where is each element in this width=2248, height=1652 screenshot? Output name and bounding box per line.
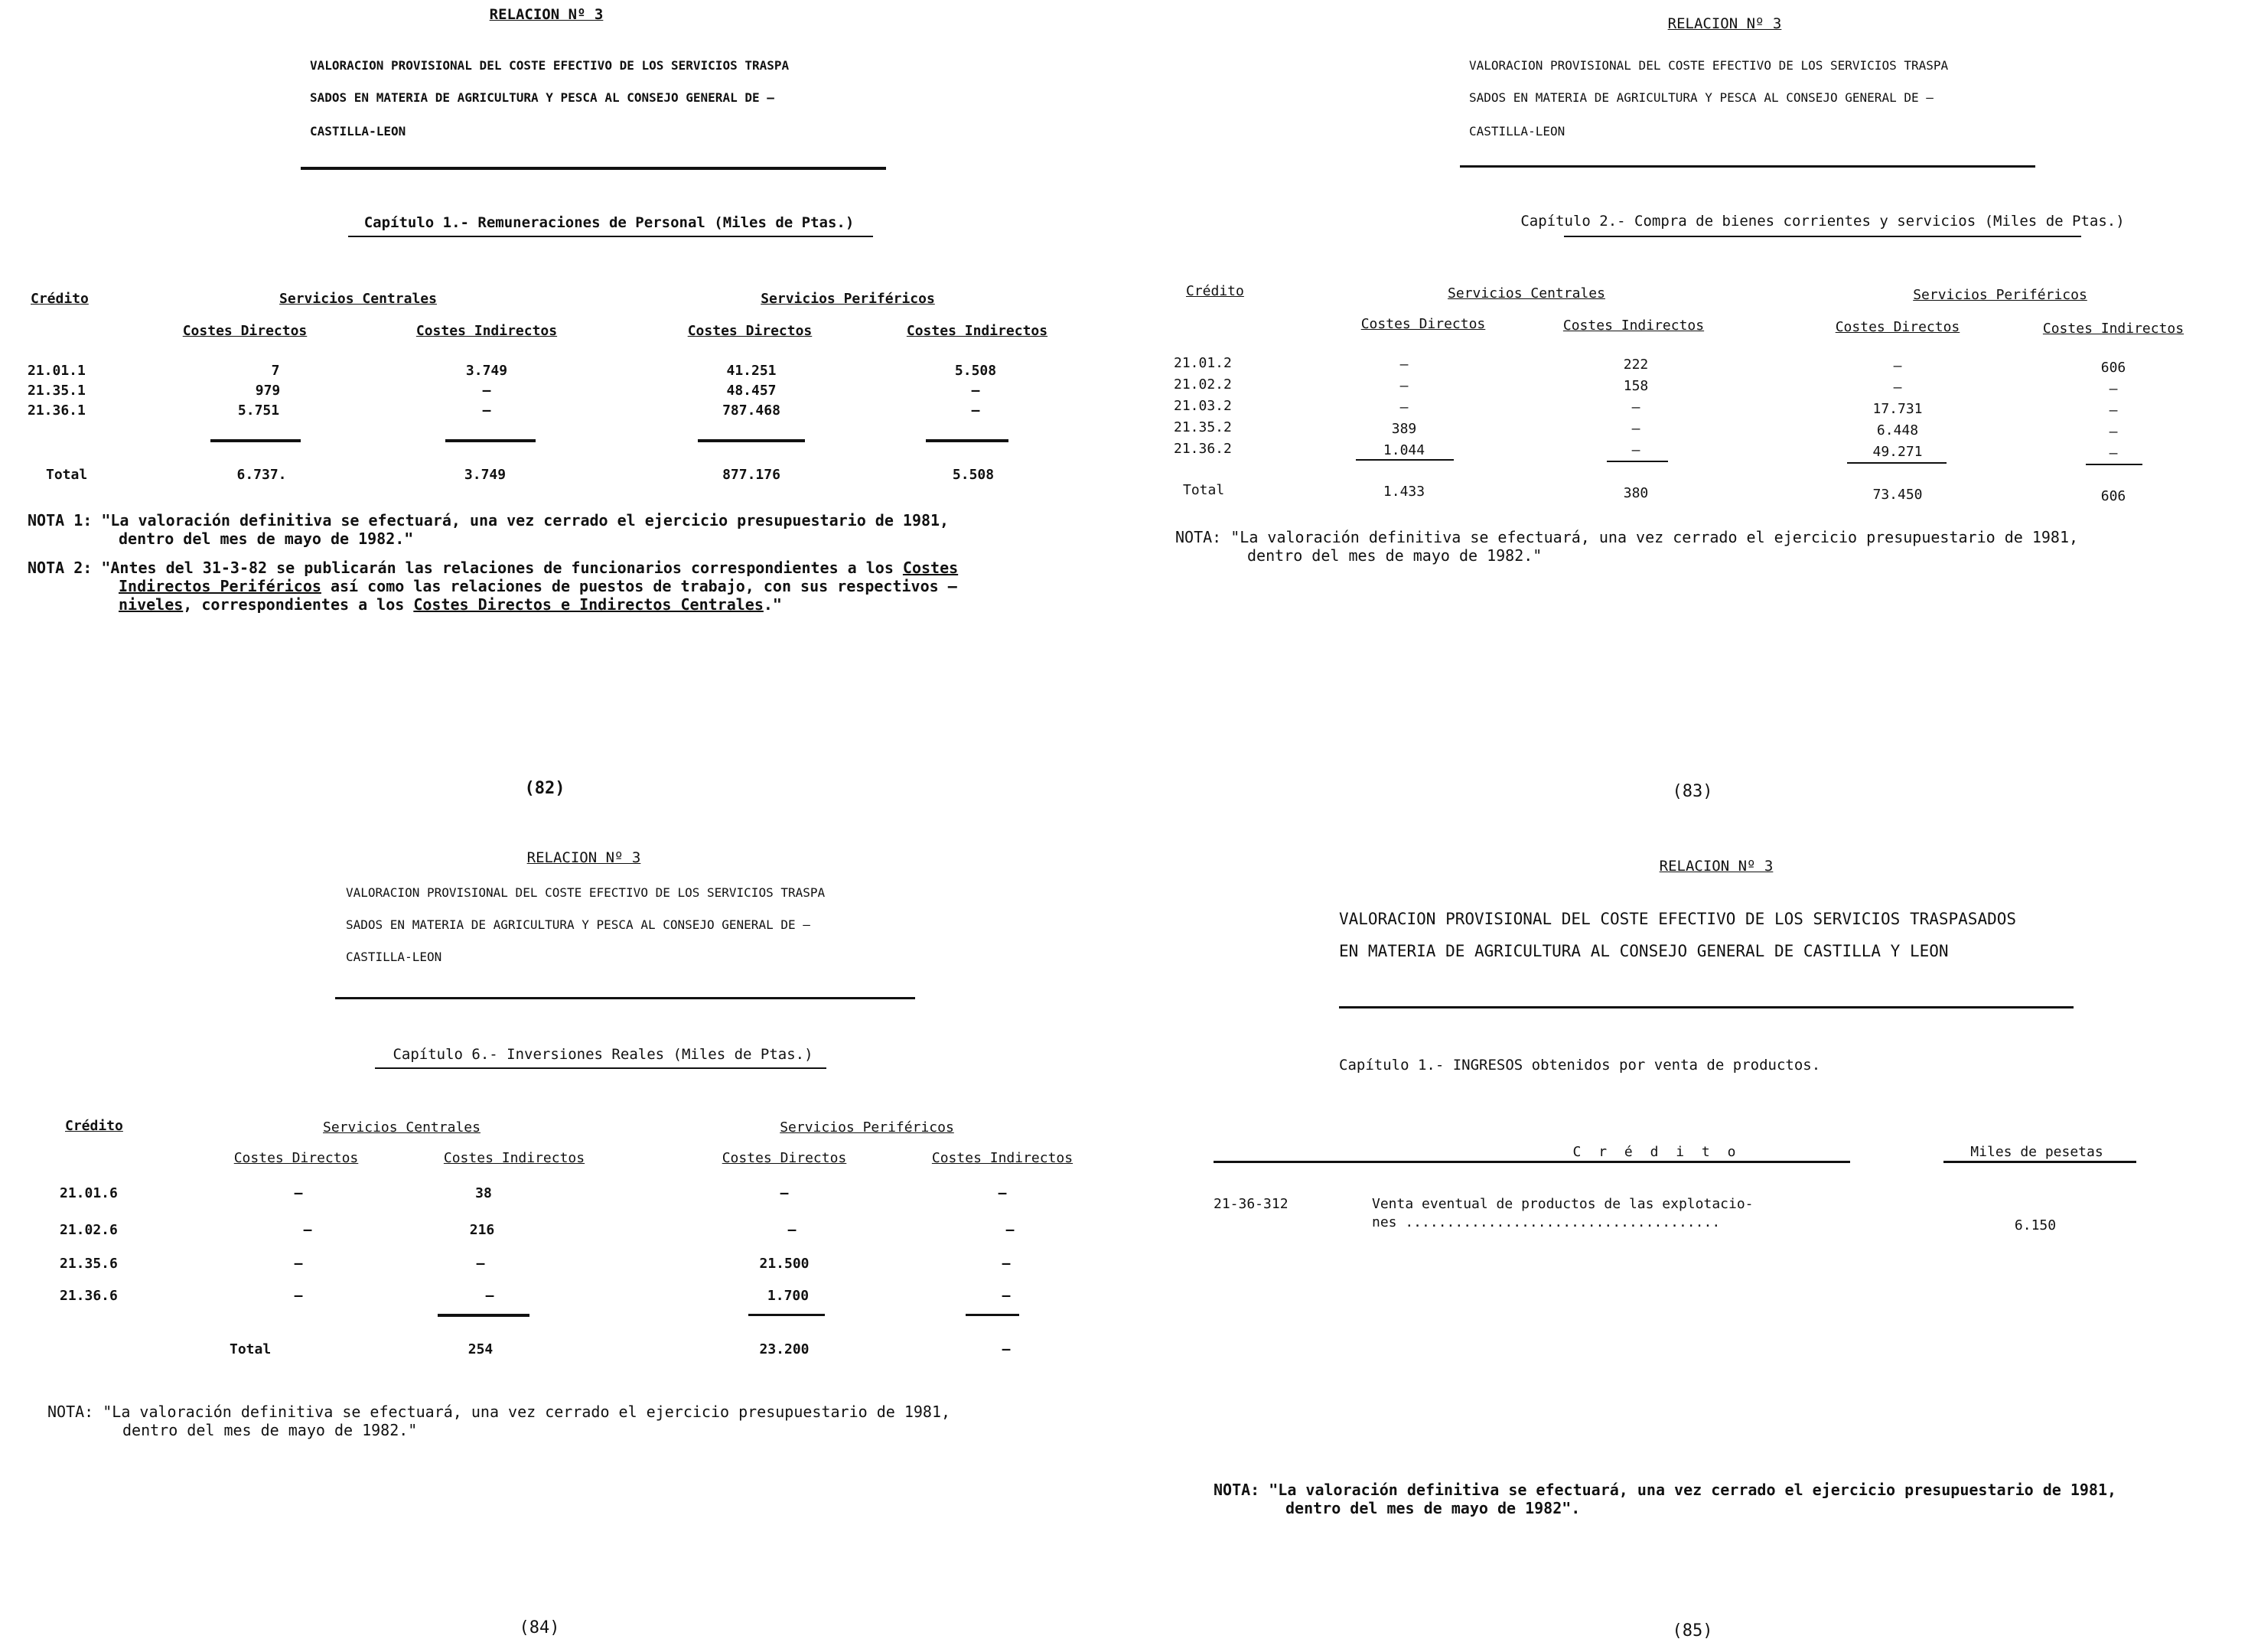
- cell: —: [780, 1185, 789, 1201]
- cell: —: [998, 1185, 1007, 1201]
- sum-rule: [698, 439, 805, 442]
- total-label: Total: [46, 467, 88, 483]
- row-code: 21.35.1: [28, 383, 86, 399]
- cell: 216: [469, 1222, 495, 1238]
- credito-header: Crédito: [31, 291, 89, 307]
- cell: —: [971, 402, 980, 419]
- ci-header-centrales: Costes Indirectos: [443, 1150, 585, 1166]
- cell: 38: [475, 1185, 492, 1201]
- cell: —: [2109, 445, 2118, 461]
- cell: —: [482, 383, 491, 399]
- nota-2-line-1: NOTA 2: "Antes del 31-3-82 se publicarán las relaciones de funcionarios correspondientes a los Costes: [28, 559, 959, 577]
- cell: —: [1631, 442, 1640, 458]
- relacion-title: RELACION Nº 3: [489, 6, 604, 23]
- cell: 3.749: [465, 363, 508, 379]
- row-code: 21.02.2: [1174, 376, 1232, 393]
- nota-line-2: dentro del mes de mayo de 1982.": [122, 1421, 418, 1439]
- sum-rule: [1847, 462, 1947, 464]
- ci-header-centrales: Costes Indirectos: [415, 323, 558, 339]
- page-number: (83): [1672, 782, 1713, 801]
- cell: —: [294, 1256, 303, 1272]
- cell: —: [1399, 357, 1409, 373]
- cell: 979: [255, 383, 281, 399]
- credito-value: 6.150: [2014, 1217, 2057, 1233]
- sum-rule: [445, 439, 536, 442]
- nota-1-line-2: dentro del mes de mayo de 1982.": [119, 529, 414, 548]
- row-code: 21.02.6: [60, 1222, 118, 1238]
- header-line-3: CASTILLA-LEON: [1469, 124, 1565, 138]
- cd-header-perifericos: Costes Directos: [722, 1150, 847, 1166]
- row-code: 21.35.6: [60, 1256, 118, 1272]
- cd-header-centrales: Costes Directos: [182, 323, 308, 339]
- row-code: 21.36.2: [1174, 441, 1232, 457]
- cell: —: [971, 383, 980, 399]
- perifericos-header: Servicios Periféricos: [780, 1119, 954, 1136]
- header-line-1: VALORACION PROVISIONAL DEL COSTE EFECTIVO DE LOS SERVICIOS TRASPA: [346, 885, 826, 900]
- header-line-2: EN MATERIA DE AGRICULTURA AL CONSEJO GENERAL DE CASTILLA Y LEON: [1339, 942, 1949, 960]
- page-83: [1148, 0, 2248, 811]
- nota-2-line-2: Indirectos Periféricos así como las relaciones de puestos de trabajo, con sus respectivos —: [119, 577, 957, 595]
- sum-rule: [926, 439, 1008, 442]
- cell: 389: [1391, 421, 1417, 437]
- nota-line-1: NOTA: "La valoración definitiva se efectuará, una vez cerrado el ejercicio presupuestario de 1981,: [1214, 1481, 2117, 1499]
- cell: —: [1002, 1288, 1011, 1304]
- total-cell: 73.450: [1872, 487, 1923, 503]
- total-cell: 877.176: [722, 467, 780, 483]
- total-label: Total: [1183, 482, 1225, 498]
- sum-rule: [438, 1314, 529, 1317]
- relacion-title: RELACION Nº 3: [1659, 858, 1774, 875]
- capitulo-title: Capítulo 1.- INGRESOS obtenidos por venta de productos.: [1339, 1057, 1821, 1074]
- cell: —: [1005, 1222, 1015, 1238]
- header-line-2: SADOS EN MATERIA DE AGRICULTURA Y PESCA AL CONSEJO GENERAL DE —: [346, 917, 810, 932]
- total-cell: 254: [468, 1341, 494, 1357]
- header-line-3: CASTILLA-LEON: [346, 950, 442, 964]
- ci-header-perifericos: Costes Indirectos: [2042, 321, 2184, 337]
- cell: 21.500: [759, 1256, 810, 1272]
- nota-line-1: NOTA: "La valoración definitiva se efectuará, una vez cerrado el ejercicio presupuestario de 1981,: [1175, 528, 2079, 546]
- credito-header: Crédito: [1186, 283, 1244, 299]
- header-rule: [335, 997, 915, 999]
- cell: —: [1893, 358, 1902, 374]
- cell: —: [294, 1185, 303, 1201]
- page-number: (84): [519, 1618, 560, 1637]
- header-rule: [301, 167, 886, 170]
- cell: —: [476, 1256, 485, 1272]
- row-code: 21.36.6: [60, 1288, 118, 1304]
- cell: —: [2109, 424, 2118, 440]
- perifericos-header: Servicios Periféricos: [1913, 287, 2087, 303]
- cell: 17.731: [1872, 401, 1923, 417]
- sum-rule: [966, 1314, 1019, 1316]
- cell: —: [1399, 378, 1409, 394]
- cell: —: [1631, 421, 1640, 437]
- cell: 41.251: [726, 363, 777, 379]
- nota-2-line-3: niveles, correspondientes a los Costes Directos e Indirectos Centrales.": [119, 595, 782, 614]
- header-line-1: VALORACION PROVISIONAL DEL COSTE EFECTIVO DE LOS SERVICIOS TRASPA: [310, 58, 790, 73]
- ci-header-centrales: Costes Indirectos: [1562, 318, 1705, 334]
- cell: 787.468: [722, 402, 780, 419]
- sum-rule: [210, 439, 301, 442]
- total-label: Total: [230, 1341, 272, 1357]
- cell: 7: [271, 363, 280, 379]
- cell: 5.751: [237, 402, 280, 419]
- ci-header-perifericos: Costes Indirectos: [906, 323, 1048, 339]
- row-code: 21.01.1: [28, 363, 86, 379]
- total-cell: 3.749: [464, 467, 507, 483]
- total-cell: 1.433: [1383, 484, 1425, 500]
- cell: —: [2109, 402, 2118, 419]
- sum-rule: [2086, 464, 2142, 465]
- perifericos-header: Servicios Periféricos: [761, 291, 935, 307]
- row-code: 21.36.1: [28, 402, 86, 419]
- row-code: 21.01.2: [1174, 355, 1232, 371]
- cell: 1.044: [1383, 442, 1425, 458]
- header-rule: [1339, 1006, 2074, 1008]
- page-84: [0, 830, 1102, 1641]
- total-cell: 606: [2100, 488, 2126, 504]
- sum-rule: [1607, 461, 1668, 462]
- page-number: (82): [524, 779, 565, 798]
- row-code: 21.03.2: [1174, 398, 1232, 414]
- credito-code: 21-36-312: [1214, 1196, 1289, 1212]
- cell: —: [303, 1222, 312, 1238]
- credito-desc-line-1: Venta eventual de productos de las explotacio-: [1372, 1196, 1754, 1212]
- cd-header-perifericos: Costes Directos: [687, 323, 813, 339]
- capitulo-underline: [1564, 236, 2081, 237]
- row-code: 21.35.2: [1174, 419, 1232, 435]
- total-cell: 5.508: [952, 467, 995, 483]
- header-line-1: VALORACION PROVISIONAL DEL COSTE EFECTIVO DE LOS SERVICIOS TRASPASADOS: [1339, 910, 2017, 928]
- nota-line-1: NOTA: "La valoración definitiva se efectuará, una vez cerrado el ejercicio presupuestario de 1981,: [47, 1403, 951, 1421]
- centrales-header: Servicios Centrales: [323, 1119, 481, 1136]
- total-cell: 6.737.: [236, 467, 287, 483]
- header-rule: [1460, 165, 2035, 168]
- cd-header-perifericos: Costes Directos: [1835, 319, 1960, 335]
- total-cell: —: [1002, 1341, 1011, 1357]
- centrales-header: Servicios Centrales: [1448, 285, 1605, 301]
- cell: 1.700: [767, 1288, 810, 1304]
- cell: —: [482, 402, 491, 419]
- cell: —: [2109, 381, 2118, 397]
- header-line-1: VALORACION PROVISIONAL DEL COSTE EFECTIVO DE LOS SERVICIOS TRASPA: [1469, 58, 1949, 73]
- cell: 6.448: [1876, 422, 1919, 438]
- nota-line-2: dentro del mes de mayo de 1982".: [1285, 1499, 1581, 1517]
- cell: 5.508: [954, 363, 997, 379]
- sum-rule: [1356, 459, 1454, 461]
- sum-rule: [748, 1314, 825, 1316]
- cell: 606: [2100, 360, 2126, 376]
- relacion-title: RELACION Nº 3: [1667, 15, 1782, 32]
- nota-line-2: dentro del mes de mayo de 1982.": [1247, 546, 1543, 565]
- page-number: (85): [1672, 1621, 1713, 1641]
- cell: —: [1399, 399, 1409, 415]
- cell: 49.271: [1872, 444, 1923, 460]
- cell: —: [1002, 1256, 1011, 1272]
- capitulo-title: Capítulo 6.- Inversiones Reales (Miles de Ptas.): [393, 1046, 813, 1063]
- header-line-3: CASTILLA-LEON: [310, 124, 406, 138]
- total-cell: 380: [1623, 485, 1649, 501]
- capitulo-title: Capítulo 2.- Compra de bienes corrientes y servicios (Miles de Ptas.): [1520, 213, 2125, 230]
- cell: —: [1631, 399, 1640, 415]
- capitulo-underline: [348, 236, 873, 237]
- credito-rule: [1214, 1161, 1850, 1163]
- cell: 222: [1623, 357, 1649, 373]
- credito-header: C r é d i t o: [1572, 1144, 1741, 1160]
- page-82: [0, 0, 1102, 811]
- credito-desc-line-2: nes ......................................: [1372, 1214, 1721, 1230]
- miles-header: Miles de pesetas: [1970, 1144, 2103, 1160]
- header-line-2: SADOS EN MATERIA DE AGRICULTURA Y PESCA AL CONSEJO GENERAL DE —: [310, 90, 774, 105]
- page-85: [1148, 830, 2248, 1641]
- miles-rule: [1943, 1161, 2136, 1163]
- cell: —: [485, 1288, 494, 1304]
- row-code: 21.01.6: [60, 1185, 118, 1201]
- centrales-header: Servicios Centrales: [279, 291, 437, 307]
- relacion-title: RELACION Nº 3: [526, 849, 641, 866]
- capitulo-title: Capítulo 1.- Remuneraciones de Personal (Miles de Ptas.): [363, 214, 855, 231]
- cd-header-centrales: Costes Directos: [1360, 316, 1486, 332]
- cell: 48.457: [726, 383, 777, 399]
- ci-header-perifericos: Costes Indirectos: [931, 1150, 1074, 1166]
- cd-header-centrales: Costes Directos: [233, 1150, 359, 1166]
- header-line-2: SADOS EN MATERIA DE AGRICULTURA Y PESCA AL CONSEJO GENERAL DE —: [1469, 90, 1934, 105]
- cell: 158: [1623, 378, 1649, 394]
- cell: —: [1893, 380, 1902, 396]
- cell: —: [294, 1288, 303, 1304]
- total-cell: 23.200: [759, 1341, 810, 1357]
- cell: —: [787, 1222, 797, 1238]
- credito-header: Crédito: [65, 1118, 123, 1134]
- capitulo-underline: [375, 1067, 826, 1069]
- nota-1-line-1: NOTA 1: "La valoración definitiva se efectuará, una vez cerrado el ejercicio presupuestario de 1981,: [28, 511, 950, 529]
